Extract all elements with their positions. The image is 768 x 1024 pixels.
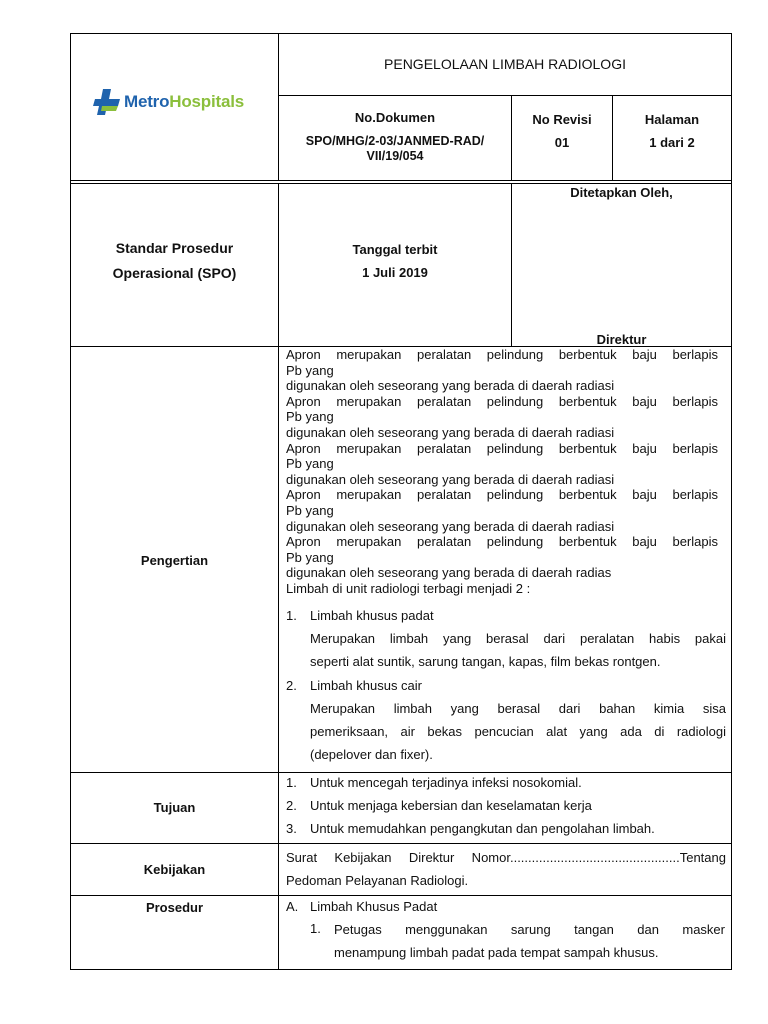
table-border-right	[731, 33, 732, 970]
prosedur-label: Prosedur	[145, 900, 204, 915]
kebijakan-line: Surat Kebijakan Direktur Nomor...............................................Tentang	[286, 850, 726, 865]
list-item-text: Untuk mencegah terjadinya infeksi nosokomial.	[310, 775, 582, 790]
no-revisi-label: No Revisi	[532, 112, 592, 127]
list-item-title: Limbah khusus cair	[310, 678, 422, 693]
apron-line: digunakan oleh seseorang yang berada di daerah radiasi	[286, 518, 615, 534]
desc-line: (depelover dan fixer).	[310, 747, 433, 762]
header-gap-bottom	[70, 183, 732, 184]
no-revisi-value: 01	[554, 135, 570, 150]
desc-line: seperti alat suntik, sarung tangan, kapas, film bekas rontgen.	[310, 654, 661, 669]
spo-label-line1: Standar Prosedur	[115, 240, 234, 256]
pengertian-row-bottom	[70, 772, 732, 773]
apron-line: Apron merupakan peralatan pelindung berbentuk baju berlapis	[286, 347, 718, 362]
list-item	[286, 798, 726, 813]
list-item-description	[310, 627, 726, 673]
list-item-title: Limbah khusus padat	[310, 608, 434, 623]
medical-cross-icon	[92, 87, 122, 117]
desc-line: pemeriksaan, air bekas pencucian alat yang ada di radiologi	[310, 724, 726, 739]
spo-label-line2: Operasional (SPO)	[112, 265, 237, 281]
list-item	[286, 678, 726, 693]
ditetapkan-oleh: Ditetapkan Oleh,	[570, 185, 673, 200]
tanggal-terbit-value: 1 Juli 2019	[362, 265, 428, 280]
title-row-divider	[278, 95, 732, 96]
apron-line: Pb yang	[286, 502, 334, 518]
pengertian-definition-block	[286, 347, 718, 597]
table-border-top	[70, 33, 732, 34]
apron-line: digunakan oleh seseorang yang berada di daerah radias	[286, 565, 612, 581]
apron-line: Apron merupakan peralatan pelindung berbentuk baju berlapis	[286, 440, 718, 456]
tanggal-terbit-label: Tanggal terbit	[352, 242, 438, 257]
table-border-bottom	[70, 969, 732, 970]
apron-line: digunakan oleh seseorang yang berada di daerah radiasi	[286, 424, 615, 440]
content-divider-vertical	[278, 346, 279, 970]
step-line: menampung limbah padat pada tempat sampah khusus.	[334, 945, 659, 960]
section-letter: A.	[286, 899, 299, 914]
table-border-left	[70, 33, 71, 970]
header-gap-top	[70, 180, 732, 181]
apron-line: Pb yang	[286, 409, 334, 425]
apron-line: digunakan oleh seseorang yang berada di daerah radiasi	[286, 378, 615, 394]
list-number: 1.	[286, 608, 297, 623]
apron-line: Pb yang	[286, 456, 334, 472]
apron-line: Apron merupakan peralatan pelindung berbentuk baju berlapis	[286, 487, 718, 503]
halaman-value: 1 dari 2	[649, 135, 695, 150]
list-number: 1.	[286, 775, 297, 790]
spo-divider-2	[511, 183, 512, 347]
section-title: Limbah Khusus Padat	[310, 899, 438, 914]
apron-line: Pb yang	[286, 549, 334, 565]
no-dokumen-label: No.Dokumen	[354, 110, 436, 125]
kebijakan-line: Pedoman Pelayanan Radiologi.	[286, 873, 469, 888]
list-item-text: Untuk menjaga kebersian dan keselamatan kerja	[310, 798, 592, 813]
no-dokumen-value-line1: SPO/MHG/2-03/JANMED-RAD/	[305, 134, 485, 148]
halaman-label: Halaman	[644, 112, 700, 127]
logo-wordmark: MetroHospitals	[124, 92, 244, 111]
no-dokumen-value-line2: VII/19/054	[366, 149, 424, 163]
tujuan-label: Tujuan	[153, 800, 196, 815]
kebijakan-row-bottom	[70, 895, 732, 896]
list-item-description	[310, 697, 726, 766]
step-line: Petugas menggunakan sarung tangan dan masker	[334, 922, 725, 937]
apron-line: Apron merupakan peralatan pelindung berbentuk baju berlapis	[286, 534, 718, 550]
list-number: 3.	[286, 821, 297, 836]
prosedur-section	[286, 899, 726, 914]
kebijakan-label: Kebijakan	[143, 862, 206, 877]
apron-line: Apron merupakan peralatan pelindung berbentuk baju berlapis	[286, 393, 718, 409]
list-item	[286, 775, 726, 790]
list-item-text: Untuk memudahkan pengangkutan dan pengolahan limbah.	[310, 821, 655, 836]
pengertian-label: Pengertian	[140, 553, 209, 568]
apron-line: digunakan oleh seseorang yang berada di daerah radiasi	[286, 471, 615, 487]
step-number: 1.	[310, 921, 321, 936]
list-item	[286, 608, 726, 623]
tujuan-row-bottom	[70, 843, 732, 844]
pengertian-intro: Limbah di unit radiologi terbagi menjadi 2 :	[286, 580, 531, 596]
metro-hospitals-logo	[92, 87, 244, 117]
prosedur-step-text	[334, 918, 725, 964]
list-number: 2.	[286, 678, 297, 693]
desc-line: Merupakan limbah yang berasal dari bahan kimia sisa	[310, 701, 726, 716]
direktur-label: Direktur	[596, 332, 647, 347]
list-item	[286, 821, 726, 836]
apron-line: Pb yang	[286, 362, 334, 378]
list-number: 2.	[286, 798, 297, 813]
desc-line: Merupakan limbah yang berasal dari peralatan habis pakai	[310, 631, 726, 646]
kebijakan-text	[286, 846, 726, 892]
document-title: PENGELOLAAN LIMBAH RADIOLOGI	[384, 56, 626, 72]
